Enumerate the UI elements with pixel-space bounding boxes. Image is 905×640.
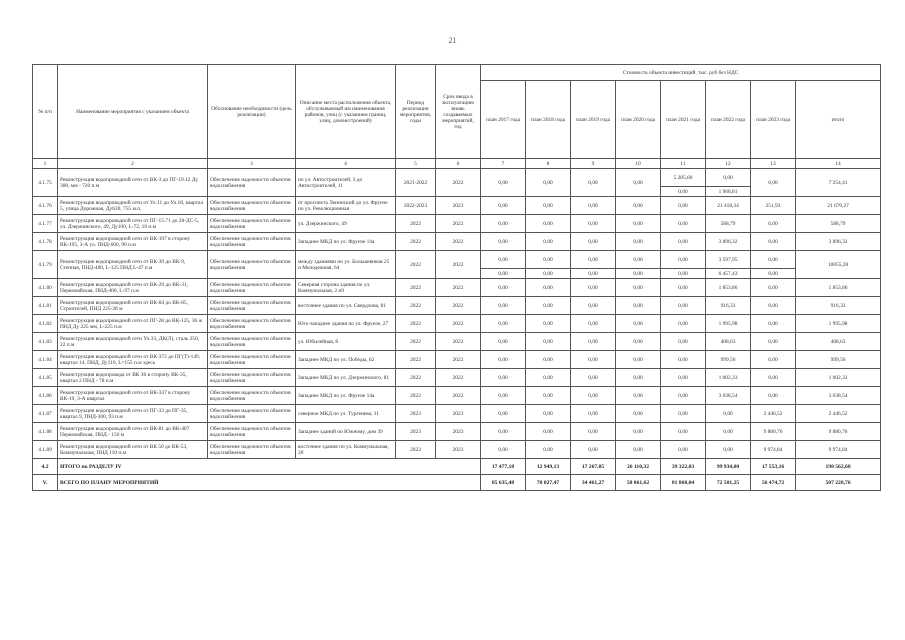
row-value: 408,63 <box>796 333 881 351</box>
row-location: восточнее здания по ул. Коммунальная, 20 <box>296 441 396 459</box>
column-index: 8 <box>526 159 571 169</box>
row-justification: Обеспечение надежности объектов водоснабжения <box>208 351 296 369</box>
row-value: 0,00 <box>526 297 571 315</box>
total-number: V. <box>33 475 58 491</box>
row-value: 2 446,52 <box>751 405 796 423</box>
header-year: план 2021 года <box>661 81 706 159</box>
row-measure-name: Реконструкция водопроводной сети от ПГ-15.71 до 28-ДС-5, ул. Дзержинского, 49, Ду100, L-72, 10 п.м <box>58 215 208 233</box>
row-value: 0,00 <box>526 215 571 233</box>
row-period: 2022 <box>396 315 436 333</box>
row-justification: Обеспечение надежности объектов водоснабжения <box>208 423 296 441</box>
row-value: 0,00 <box>616 315 661 333</box>
row-measure-name: Реконструкция водопроводной сети от ВК-337 в сторону ВК-19, 3-А квартал <box>58 387 208 405</box>
row-period: 2022 <box>396 369 436 387</box>
row-number: 4.1.76 <box>33 197 58 215</box>
row-value: 0,00 <box>526 441 571 459</box>
row-value: 0,00 <box>481 333 526 351</box>
row-location: северное МКД по ул. Тургенева, 11 <box>296 405 396 423</box>
row-value: 6 457,43 <box>706 269 751 279</box>
row-period: 2023 <box>396 423 436 441</box>
total-value: 17 267,05 <box>571 459 616 475</box>
row-value: 0,00 <box>481 251 526 269</box>
total-value: 70 027,47 <box>526 475 571 491</box>
row-justification: Обеспечение надежности объектов водоснабжения <box>208 233 296 251</box>
row-value: 0,00 <box>526 315 571 333</box>
row-number: 4.1.79 <box>33 251 58 279</box>
row-value: 0,00 <box>661 351 706 369</box>
total-value: 507 228,76 <box>796 475 881 491</box>
row-value: 0,00 <box>481 233 526 251</box>
row-value: 7 254,41 <box>796 169 881 197</box>
row-value: 0,00 <box>661 369 706 387</box>
total-value: 85 635,48 <box>481 475 526 491</box>
row-value: 0,00 <box>571 215 616 233</box>
row-value: 0,00 <box>616 233 661 251</box>
row-value: 1 853,86 <box>796 279 881 297</box>
row-value: 0,00 <box>526 269 571 279</box>
row-value: 0,00 <box>616 369 661 387</box>
row-value: 0,00 <box>481 215 526 233</box>
column-index: 3 <box>208 159 296 169</box>
row-number: 4.1.85 <box>33 369 58 387</box>
header-location: Описание места расположения объекта, обслуживаемый им наименования районов, улиц (с указанием границ, улиц, домов/строений) <box>296 65 396 159</box>
row-value: 0,00 <box>571 269 616 279</box>
row-value: 0,00 <box>661 423 706 441</box>
row-measure-name: Реконструкция водопроводной сети от ВК-197 в сторону ВК-195, 3-А ул. ПНД-600, 96 п.м <box>58 233 208 251</box>
total-label: ИТОГО по РАЗДЕЛУ IV <box>58 459 481 475</box>
row-measure-name: Реконструкция водопроводной сети от ВК-39 до ВК-9, Степная, ПНД-400, L-125 ПНД L-47 п.м <box>58 251 208 279</box>
row-value: 0,00 <box>526 169 571 197</box>
row-commission-year: 2023 <box>436 197 481 215</box>
row-value: 0,00 <box>571 297 616 315</box>
row-value: 0,00 <box>661 405 706 423</box>
header-year: план 2018 года <box>526 81 571 159</box>
row-justification: Обеспечение надежности объектов водоснабжения <box>208 315 296 333</box>
row-commission-year: 2022 <box>436 297 481 315</box>
column-index: 12 <box>706 159 751 169</box>
row-value: 0,00 <box>571 233 616 251</box>
row-measure-name: Реконструкция водопровода от ВК 36 в сторону ВК-35, квартал 2 ПНД - 78 п.м <box>58 369 208 387</box>
row-period: 2023 <box>396 405 436 423</box>
row-value: 0,00 <box>706 405 751 423</box>
row-value: 588,79 <box>706 215 751 233</box>
total-value: 56 474,72 <box>751 475 796 491</box>
row-value: 916,33 <box>706 297 751 315</box>
row-commission-year: 2022 <box>436 251 481 279</box>
table-row <box>33 233 881 251</box>
row-value: 0,00 <box>616 441 661 459</box>
row-period: 2022 <box>396 387 436 405</box>
row-value: 999,56 <box>706 351 751 369</box>
row-value: 0,00 <box>571 369 616 387</box>
row-value: 0,00 <box>481 197 526 215</box>
table-row <box>33 215 881 233</box>
row-value: 10055,28 <box>796 251 881 279</box>
row-value: 0,00 <box>616 197 661 215</box>
row-value: 0,00 <box>481 269 526 279</box>
row-value: 3 038,54 <box>706 387 751 405</box>
row-number: 4.1.83 <box>33 333 58 351</box>
row-value: 0,00 <box>481 279 526 297</box>
row-value: 0,00 <box>481 441 526 459</box>
row-value: 0,00 <box>481 169 526 197</box>
total-value: 198 562,68 <box>796 459 881 475</box>
table-row <box>33 279 881 297</box>
row-value: 588,79 <box>796 215 881 233</box>
row-value: 0,00 <box>481 405 526 423</box>
total-label: ВСЕГО ПО ПЛАНУ МЕРОПРИЯТИЙ <box>58 475 481 491</box>
row-period: 2022 <box>396 251 436 279</box>
row-number: 4.1.88 <box>33 423 58 441</box>
row-justification: Обеспечение надежности объектов водоснабжения <box>208 333 296 351</box>
row-measure-name: Реконструкция водопроводной сети Ул.33, ДК(Л), сталь 250, 22 п.м <box>58 333 208 351</box>
row-commission-year: 2022 <box>436 333 481 351</box>
row-measure-name: Реконструкция водопроводной сети от ВК-29 до ВК-31, Первомайская, ПНД-400, L-97 п.м <box>58 279 208 297</box>
row-value: 0,00 <box>481 315 526 333</box>
row-value: 0,00 <box>751 297 796 315</box>
row-period: 2022 <box>396 215 436 233</box>
table-row <box>33 405 881 423</box>
row-value: 0,00 <box>571 315 616 333</box>
header-year: план 2023 года <box>751 81 796 159</box>
row-value: 3 597,95 <box>706 251 751 269</box>
row-measure-name: Реконструкция водопроводной сети от ПГ-28 до ВК-125, 36 ж ПНД Ду 225 мм, L-225 п.м <box>58 315 208 333</box>
row-number: 4.1.82 <box>33 315 58 333</box>
row-value: 9 974,84 <box>751 441 796 459</box>
row-value: 0,00 <box>571 351 616 369</box>
row-period: 2021-2022 <box>396 169 436 197</box>
row-number: 4.1.89 <box>33 441 58 459</box>
row-value: 0,00 <box>706 441 751 459</box>
row-value: 916,33 <box>796 297 881 315</box>
row-location: Западнее зданий по Южному, дом 39 <box>296 423 396 441</box>
row-value: 0,00 <box>661 441 706 459</box>
row-value: 0,00 <box>481 387 526 405</box>
row-period: 2022 <box>396 333 436 351</box>
row-value: 0,00 <box>571 441 616 459</box>
row-value: 0,00 <box>481 297 526 315</box>
row-value: 0,00 <box>661 187 706 197</box>
row-location: восточнее здания по ул. Свердлова, 81 <box>296 297 396 315</box>
row-value: 0,00 <box>661 215 706 233</box>
row-value: 0,00 <box>751 215 796 233</box>
row-value: 0,00 <box>616 279 661 297</box>
row-measure-name: Реконструкция водопроводной сети от ВК-84 до ВК-85, Строителей, ПНД 225-28 м <box>58 297 208 315</box>
row-value: 0,00 <box>616 269 661 279</box>
table-row <box>33 169 881 187</box>
row-value: 0,00 <box>571 251 616 269</box>
row-commission-year: 2022 <box>436 169 481 197</box>
row-justification: Обеспечение надежности объектов водоснабжения <box>208 169 296 197</box>
header-name: Наименование мероприятия с указанием объекта <box>58 65 208 159</box>
row-commission-year: 2023 <box>436 423 481 441</box>
row-value: 0,00 <box>706 169 751 187</box>
row-measure-name: Реконструкция водопроводной сети от Ул.11 до Ул.18, квартал 5, улица Дорожная, Ду630, 755 м.п. <box>58 197 208 215</box>
row-location: по ул. Автостроителей, 3 до Автостроителей, 11 <box>296 169 396 197</box>
row-value: 1 995,98 <box>706 315 751 333</box>
table-row <box>33 423 881 441</box>
row-justification: Обеспечение надежности объектов водоснабжения <box>208 441 296 459</box>
row-value: 0,00 <box>526 387 571 405</box>
row-value: 0,00 <box>526 197 571 215</box>
row-justification: Обеспечение надежности объектов водоснабжения <box>208 297 296 315</box>
total-value: 72 501,25 <box>706 475 751 491</box>
row-value: 9 974,84 <box>796 441 881 459</box>
row-commission-year: 2022 <box>436 233 481 251</box>
row-value: 0,00 <box>616 423 661 441</box>
row-value: 0,00 <box>481 369 526 387</box>
total-value: 34 461,27 <box>571 475 616 491</box>
row-value: 0,00 <box>616 215 661 233</box>
column-index: 9 <box>571 159 616 169</box>
row-value: 3 896,32 <box>796 233 881 251</box>
row-period: 2022 <box>396 297 436 315</box>
row-value: 1 002,33 <box>706 369 751 387</box>
row-location: между зданиями по ул. Большевиков 25 и Молодежная, 64 <box>296 251 396 279</box>
row-commission-year: 2023 <box>436 441 481 459</box>
row-commission-year: 2022 <box>436 369 481 387</box>
row-value: 3 896,32 <box>706 233 751 251</box>
row-value: 1 002,33 <box>796 369 881 387</box>
row-value: 0,00 <box>661 315 706 333</box>
row-value: 21 670,27 <box>796 197 881 215</box>
row-value: 0,00 <box>616 333 661 351</box>
table-row <box>33 297 881 315</box>
total-value: 17 477,18 <box>481 459 526 475</box>
header-period: Период реализации мероприятия, годы <box>396 65 436 159</box>
total-value: 26 110,32 <box>616 459 661 475</box>
row-location: Западнее МКД по ул. Дзержинского, 81 <box>296 369 396 387</box>
table-row <box>33 369 881 387</box>
row-value: 5 285,60 <box>661 169 706 187</box>
row-period: 2023 <box>396 441 436 459</box>
row-justification: Обеспечение надежности объектов водоснабжения <box>208 369 296 387</box>
row-value: 0,00 <box>661 197 706 215</box>
header-year: план 2017 года <box>481 81 526 159</box>
row-commission-year: 2022 <box>436 387 481 405</box>
row-period: 2022 <box>396 279 436 297</box>
row-value: 3 038,54 <box>796 387 881 405</box>
row-justification: Обеспечение надежности объектов водоснабжения <box>208 251 296 279</box>
row-value: 0,00 <box>661 251 706 269</box>
row-value: 0,00 <box>751 351 796 369</box>
row-value: 0,00 <box>571 405 616 423</box>
total-row <box>33 475 881 491</box>
row-value: 1 968,81 <box>706 187 751 197</box>
row-value: 0,00 <box>751 169 796 197</box>
table-row <box>33 333 881 351</box>
row-value: 0,00 <box>526 333 571 351</box>
row-value: 0,00 <box>571 279 616 297</box>
row-location: Западнее МКД по ул. Фрунзе 14а <box>296 233 396 251</box>
row-value: 9 880,76 <box>796 423 881 441</box>
row-value: 0,00 <box>481 423 526 441</box>
row-value: 2 446,52 <box>796 405 881 423</box>
column-index: 4 <box>296 159 396 169</box>
row-value: 0,00 <box>526 369 571 387</box>
header-year: итого <box>796 81 881 159</box>
row-period: 2022-2023 <box>396 197 436 215</box>
row-value: 0,00 <box>661 333 706 351</box>
row-measure-name: Реконструкция водопроводной сети от ПГ-33 до ПГ-35, квартал 9, ПНД-300, 93 п.м <box>58 405 208 423</box>
row-value: 1 995,98 <box>796 315 881 333</box>
investment-table <box>32 64 881 491</box>
row-measure-name: Реконструкция водопроводной сети от ВК-372 до ПГ(Т)-149, квартал 14, ПНД, Ду110, L=155 п.м здесь <box>58 351 208 369</box>
row-number: 4.1.75 <box>33 169 58 197</box>
header-cost-group: Стоимость объекта инвестиций, тыс. руб без НДС <box>481 65 881 81</box>
header-justification: Обоснование необходимости (цель реализации) <box>208 65 296 159</box>
row-value: 0,00 <box>706 423 751 441</box>
row-value: 0,00 <box>751 279 796 297</box>
column-index: 2 <box>58 159 208 169</box>
row-number: 4.1.84 <box>33 351 58 369</box>
row-location: Западнее МКД по ул. Победы, 62 <box>296 351 396 369</box>
column-index: 5 <box>396 159 436 169</box>
row-value: 0,00 <box>661 233 706 251</box>
row-value: 0,00 <box>751 269 796 279</box>
row-justification: Обеспечение надежности объектов водоснабжения <box>208 197 296 215</box>
row-location: Северная сторона здания по ул. Коммунальная, 2 н9 <box>296 279 396 297</box>
row-number: 4.1.80 <box>33 279 58 297</box>
page-number: 21 <box>448 36 457 45</box>
row-commission-year: 2023 <box>436 405 481 423</box>
row-value: 0,00 <box>526 251 571 269</box>
row-value: 0,00 <box>616 297 661 315</box>
column-index: 13 <box>751 159 796 169</box>
column-index: 14 <box>796 159 881 169</box>
row-location: ул. Юбилейная, 8 <box>296 333 396 351</box>
row-measure-name: Реконструкция водопроводной сети от ВК-3 до ПГ-19.12 Ду 300, мм - 720 п.м <box>58 169 208 197</box>
header-year: план 2020 года <box>616 81 661 159</box>
row-value: 0,00 <box>571 169 616 197</box>
row-measure-name: Реконструкция водопроводной сети от ВК-81 до ВК-407 Первомайская, ПНД - 150 м <box>58 423 208 441</box>
column-index: 1 <box>33 159 58 169</box>
row-value: 0,00 <box>571 197 616 215</box>
row-measure-name: Реконструкция водопроводной сети от ВК 50 до ВК-53, Коммунальная, ПНД 110 п.м <box>58 441 208 459</box>
total-number: 4.2 <box>33 459 58 475</box>
table-row <box>33 251 881 269</box>
row-commission-year: 2022 <box>436 351 481 369</box>
column-index: 7 <box>481 159 526 169</box>
table-row <box>33 315 881 333</box>
row-value: 0,00 <box>661 269 706 279</box>
row-number: 4.1.78 <box>33 233 58 251</box>
row-justification: Обеспечение надежности объектов водоснабжения <box>208 405 296 423</box>
row-value: 0,00 <box>661 297 706 315</box>
total-value: 81 868,04 <box>661 475 706 491</box>
row-value: 1 853,86 <box>706 279 751 297</box>
row-location: Юго-западнее здания по ул. Фрунзе, 27 <box>296 315 396 333</box>
table-row <box>33 197 881 215</box>
row-location: ул. Дзержинского, 49 <box>296 215 396 233</box>
row-value: 0,00 <box>751 233 796 251</box>
header-year: план 2019 года <box>571 81 616 159</box>
row-value: 0,00 <box>751 251 796 269</box>
row-value: 0,00 <box>616 405 661 423</box>
total-row <box>33 459 881 475</box>
row-value: 0,00 <box>481 351 526 369</box>
row-value: 0,00 <box>616 351 661 369</box>
row-commission-year: 2022 <box>436 315 481 333</box>
row-number: 4.1.87 <box>33 405 58 423</box>
row-value: 0,00 <box>751 387 796 405</box>
column-index: 10 <box>616 159 661 169</box>
row-number: 4.1.86 <box>33 387 58 405</box>
row-value: 0,00 <box>526 405 571 423</box>
row-commission-year: 2022 <box>436 215 481 233</box>
total-value: 17 553,16 <box>751 459 796 475</box>
row-value: 0,00 <box>571 387 616 405</box>
row-commission-year: 2022 <box>436 279 481 297</box>
total-value: 99 934,00 <box>706 459 751 475</box>
row-value: 0,00 <box>751 333 796 351</box>
row-value: 0,00 <box>751 369 796 387</box>
row-value: 0,00 <box>751 315 796 333</box>
row-value: 0,00 <box>571 333 616 351</box>
row-justification: Обеспечение надежности объектов водоснабжения <box>208 387 296 405</box>
header-commission: Срок ввода в эксплуатацию вновь создаваемых мероприятий, год <box>436 65 481 159</box>
row-value: 0,00 <box>526 351 571 369</box>
header-year: план 2022 года <box>706 81 751 159</box>
row-value: 0,00 <box>616 387 661 405</box>
row-justification: Обеспечение надежности объектов водоснабжения <box>208 279 296 297</box>
row-period: 2022 <box>396 351 436 369</box>
total-value: 39 322,03 <box>661 459 706 475</box>
row-value: 21 418,34 <box>706 197 751 215</box>
column-index: 6 <box>436 159 481 169</box>
row-value: 0,00 <box>526 423 571 441</box>
row-number: 4.1.81 <box>33 297 58 315</box>
row-value: 408,63 <box>706 333 751 351</box>
row-value: 0,00 <box>571 423 616 441</box>
table-row <box>33 351 881 369</box>
row-value: 0,00 <box>616 169 661 197</box>
table-row <box>33 441 881 459</box>
row-value: 999,56 <box>796 351 881 369</box>
row-period: 2022 <box>396 233 436 251</box>
row-justification: Обеспечение надежности объектов водоснабжения <box>208 215 296 233</box>
row-value: 0,00 <box>661 279 706 297</box>
header-num: № п/п <box>33 65 58 159</box>
total-value: 58 861,62 <box>616 475 661 491</box>
row-value: 0,00 <box>616 251 661 269</box>
row-value: 251,93 <box>751 197 796 215</box>
row-number: 4.1.77 <box>33 215 58 233</box>
row-value: 0,00 <box>526 233 571 251</box>
row-value: 0,00 <box>661 387 706 405</box>
row-value: 9 880,76 <box>751 423 796 441</box>
total-value: 12 949,13 <box>526 459 571 475</box>
row-value: 0,00 <box>526 279 571 297</box>
table-row <box>33 387 881 405</box>
row-location: Западнее МКД по ул. Фрунзе 14а <box>296 387 396 405</box>
row-location: от проспекта Ленинский до ул. Фрунзе по ул. Революционная <box>296 197 396 215</box>
column-index: 11 <box>661 159 706 169</box>
